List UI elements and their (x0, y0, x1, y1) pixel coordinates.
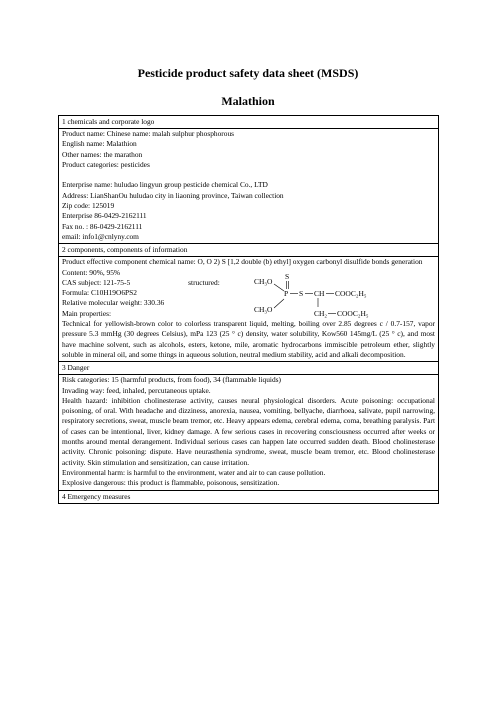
cas-text: CAS subject: 121-75-5 (62, 277, 131, 287)
structural-formula (252, 272, 402, 320)
document-subtitle: Malathion (221, 94, 275, 108)
product-category-line: Product categories: pesticides (62, 159, 150, 169)
structured-label: structured: (188, 277, 220, 287)
struct-bond-upper (274, 284, 284, 291)
english-name-line: English name: Malathion (62, 139, 137, 149)
struct-ch: CH (314, 288, 325, 298)
content-line: Content: 90%, 95% (62, 267, 121, 277)
section-3-heading: 3 Danger (59, 362, 438, 375)
struct-ch2: CH₂ (314, 308, 328, 318)
section-2-heading: 2 components, components of information (59, 244, 438, 257)
blank-line (62, 170, 435, 180)
struct-ch3o-bottom: CH₃O (254, 304, 273, 314)
main-properties-label: Main properties: (62, 308, 112, 318)
invading-way-text: Invading way: feed, inhaled, percutaneous uptake. (62, 385, 211, 395)
struct-cooc2h5-b: COOC₂H₅ (337, 308, 369, 318)
molecular-weight-line: Relative molecular weight: 330.36 (62, 298, 165, 308)
health-hazard-text: Health hazard: inhibition cholinesterase activity, causes neural physiological disorders. Acute poisoning: occupational poisoning, of oral. With headache and dizziness, anorexia, nausea, vomiting, bellyache, diarrhoea, salivate, pupil narrowing, respiratory secretions, sweat, muscle beam tremor, etc. Heavy appears edema, cerebral edema, coma, breathing paralysis. Part of cases can be intentional, liver, kidney damage. A few serious cases in recovering consciousness occurred after weeks or months around mental derangement. Individual serious cases can happen late occurred sudden death. Blood cholinesterase activity. Chronic poisoning: dispute. Have neurasthenia syndrome, sweat, muscle beam tremor, etc. Blood cholinesterase activity. Skin stimulation and sensitization, can cause irritation. (62, 395, 435, 467)
struct-bond-lower (274, 299, 284, 308)
email-line: email: info1@cnlyny.com (62, 231, 139, 241)
struct-ch3o-top: CH₃O (254, 276, 273, 286)
struct-s-mid: S (299, 288, 304, 298)
section-2-body (59, 257, 438, 362)
section-4-heading: 4 Emergency measures (62, 491, 131, 501)
phone-line: Enterprise 86-0429-2162111 (62, 211, 147, 221)
main-properties-text: Technical for yellowish-brown color to colorless transparent liquid, melting, boiling over 2.85 degrees c / 0.7-157, vapor pressure 5.3 mmHg (30 degrees Celsius), mPa 123 (25 ° c) density, water solubility, Kow560 145mg/L (25 ° c), and most have machine solvent, such as alcohols, esters, ketone, mile, aromatic hydrocarbons immiscible petroleum ether, slightly soluble in mineral oil, and some things in aqueous solution, neutral medium stability, acid and alkali decomposition. (62, 319, 435, 359)
zip-code-line: Zip code: 125019 (62, 201, 115, 211)
environmental-harm-text: Environmental harm: is harmful to the environment, water and air to can cause pollution. (62, 467, 326, 477)
enterprise-name-line: Enterprise name: huludao lingyun group pesticide chemical Co., LTD (62, 180, 268, 190)
section-3-body (59, 375, 438, 490)
section-1-heading: 1 chemicals and corporate logo (59, 116, 438, 129)
document-title: Pesticide product safety data sheet (MSDS) (137, 66, 359, 80)
struct-cooc2h5-a: COOC₂H₅ (335, 288, 367, 298)
fax-line: Fax no. : 86-0429-2162111 (62, 221, 143, 231)
other-names-line: Other names: the marathon (62, 149, 143, 159)
risk-categories-text: Risk categories: 15 (harmful products, from food), 34 (flammable liquids) (62, 375, 281, 385)
section-1-body (59, 129, 438, 244)
struct-p: P (284, 288, 289, 298)
chemical-name-text: Product effective component chemical name: O, O 2) S [1,2 double (b) ethyl] oxygen carbonyl disulfide bonds generation (62, 257, 423, 267)
address-line: Address: LianShanOu huludao city in liaoning province, Taiwan collection (62, 190, 284, 200)
explosive-danger-text: Explosive dangerous: this product is flammable, poisonous, sensitization. (62, 478, 280, 488)
product-name-line: Product name: Chinese name: malah sulphur phosphorous (62, 129, 235, 138)
struct-s-top: S (285, 271, 290, 281)
formula-line: Formula: C10H19O6PS2 (62, 288, 137, 298)
msds-table (58, 115, 439, 504)
